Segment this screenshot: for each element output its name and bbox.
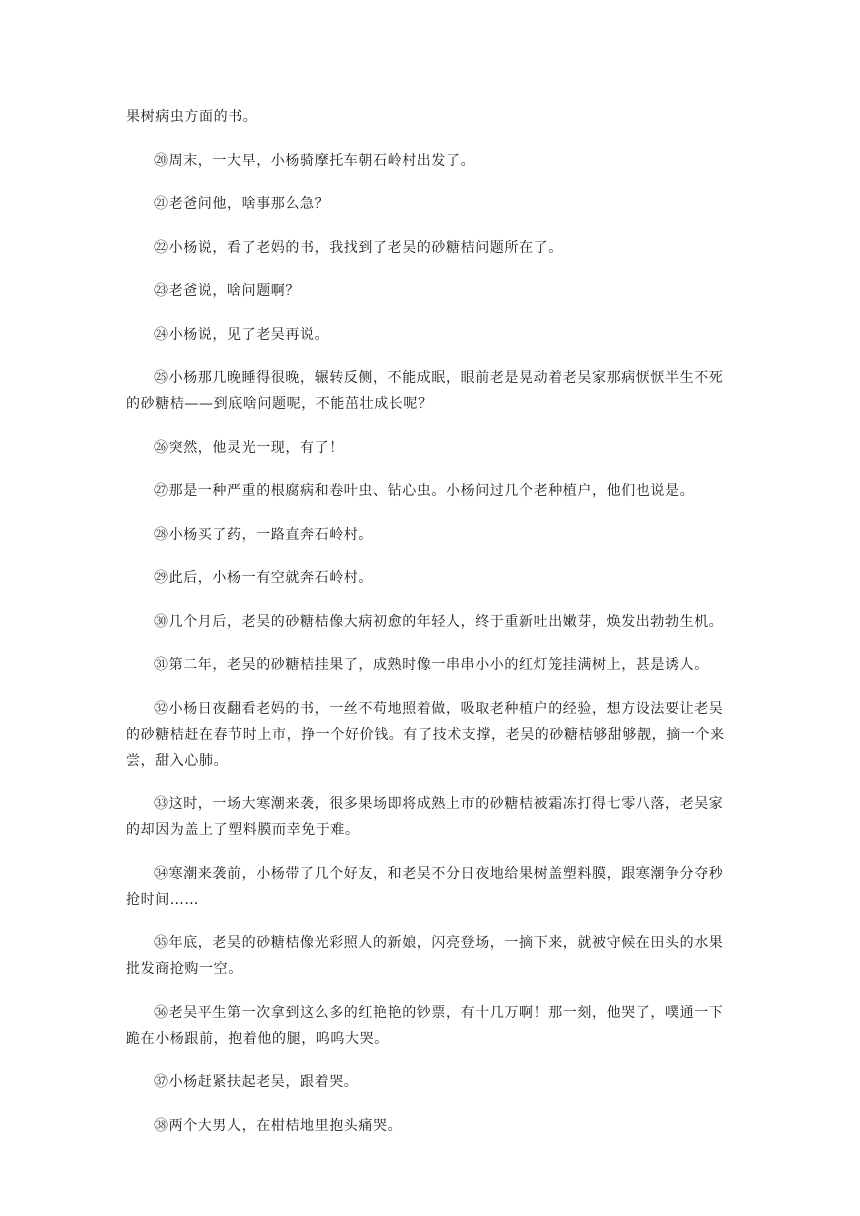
- paragraph-28: ㉘小杨买了药，一路直奔石岭村。: [154, 526, 373, 543]
- story-text: [126, 104, 736, 1156]
- paragraph-30: ㉚几个月后，老吴的砂糖桔像大病初愈的年轻人，终于重新吐出嫩芽，焕发出勃勃生机。: [154, 613, 724, 630]
- paragraph-29: ㉙此后，小杨一有空就奔石岭村。: [154, 570, 373, 586]
- paragraph-27: ㉗那是一种严重的根腐病和卷叶虫、钻心虫。小杨问过几个老种植户，他们也说是。: [154, 483, 695, 499]
- paragraph-21: ㉑老爸问他，啥事那么急？: [154, 196, 330, 212]
- paragraph-31: ㉛第二年，老吴的砂糖桔挂果了，成熟时像一串串小小的红灯笼挂满树上，甚是诱人。: [154, 657, 709, 673]
- paragraph-36: ㊱老吴平生第一次拿到这么多的红艳艳的钞票，有十几万啊！那一刻，他哭了，噗通一下跪在小杨跟前，抱着他的腿，呜呜大哭。: [126, 1004, 724, 1047]
- paragraph-33: ㉝这时，一场大寒潮来袭，很多果场即将成熟上市的砂糖桔被霜冻打得七零八落，老吴家的却因为盖上了塑料膜而幸免于难。: [126, 796, 724, 838]
- paragraph-25: ㉕小杨那几晚睡得很晚，辗转反侧，不能成眠，眼前老是晃动着老吴家那病恹恹半生不死的砂糖桔——到底啥问题呢，不能茁壮成长呢？: [126, 370, 724, 412]
- paragraph-32: ㉜小杨日夜翻看老妈的书，一丝不苟地照着做，吸取老种植户的经验，想方设法要让老吴的砂糖桔赶在春节时上市，挣一个好价钱。有了技术支撑，老吴的砂糖桔够甜够靓，摘一个来尝，甜入心肺。: [126, 700, 725, 769]
- paragraph-22: ㉒小杨说，看了老妈的书，我找到了老吴的砂糖桔问题所在了。: [154, 239, 563, 256]
- paragraph-24: ㉔小杨说，见了老吴再说。: [154, 326, 330, 343]
- paragraph-34: ㉞寒潮来袭前，小杨带了几个好友，和老吴不分日夜地给果树盖塑料膜，跟寒潮争分夺秒抢时间……: [126, 865, 724, 908]
- paragraph-37: ㊲小杨赶紧扶起老吴，跟着哭。: [154, 1074, 359, 1090]
- paragraph-continued: 果树病虫方面的书。: [126, 109, 258, 125]
- paragraph-20: ⑳周末，一大早，小杨骑摩托车朝石岭村出发了。: [154, 152, 476, 169]
- paragraph-26: ㉖突然，他灵光一现，有了！: [154, 439, 344, 456]
- paragraph-38: ㊳两个大男人，在柑桔地里抱头痛哭。: [154, 1117, 403, 1134]
- paragraph-23: ㉓老爸说，啥问题啊？: [154, 283, 300, 299]
- paragraph-35: ㉟年底，老吴的砂糖桔像光彩照人的新娘，闪亮登场，一摘下来，就被守候在田头的水果批发商抢购一空。: [126, 935, 724, 977]
